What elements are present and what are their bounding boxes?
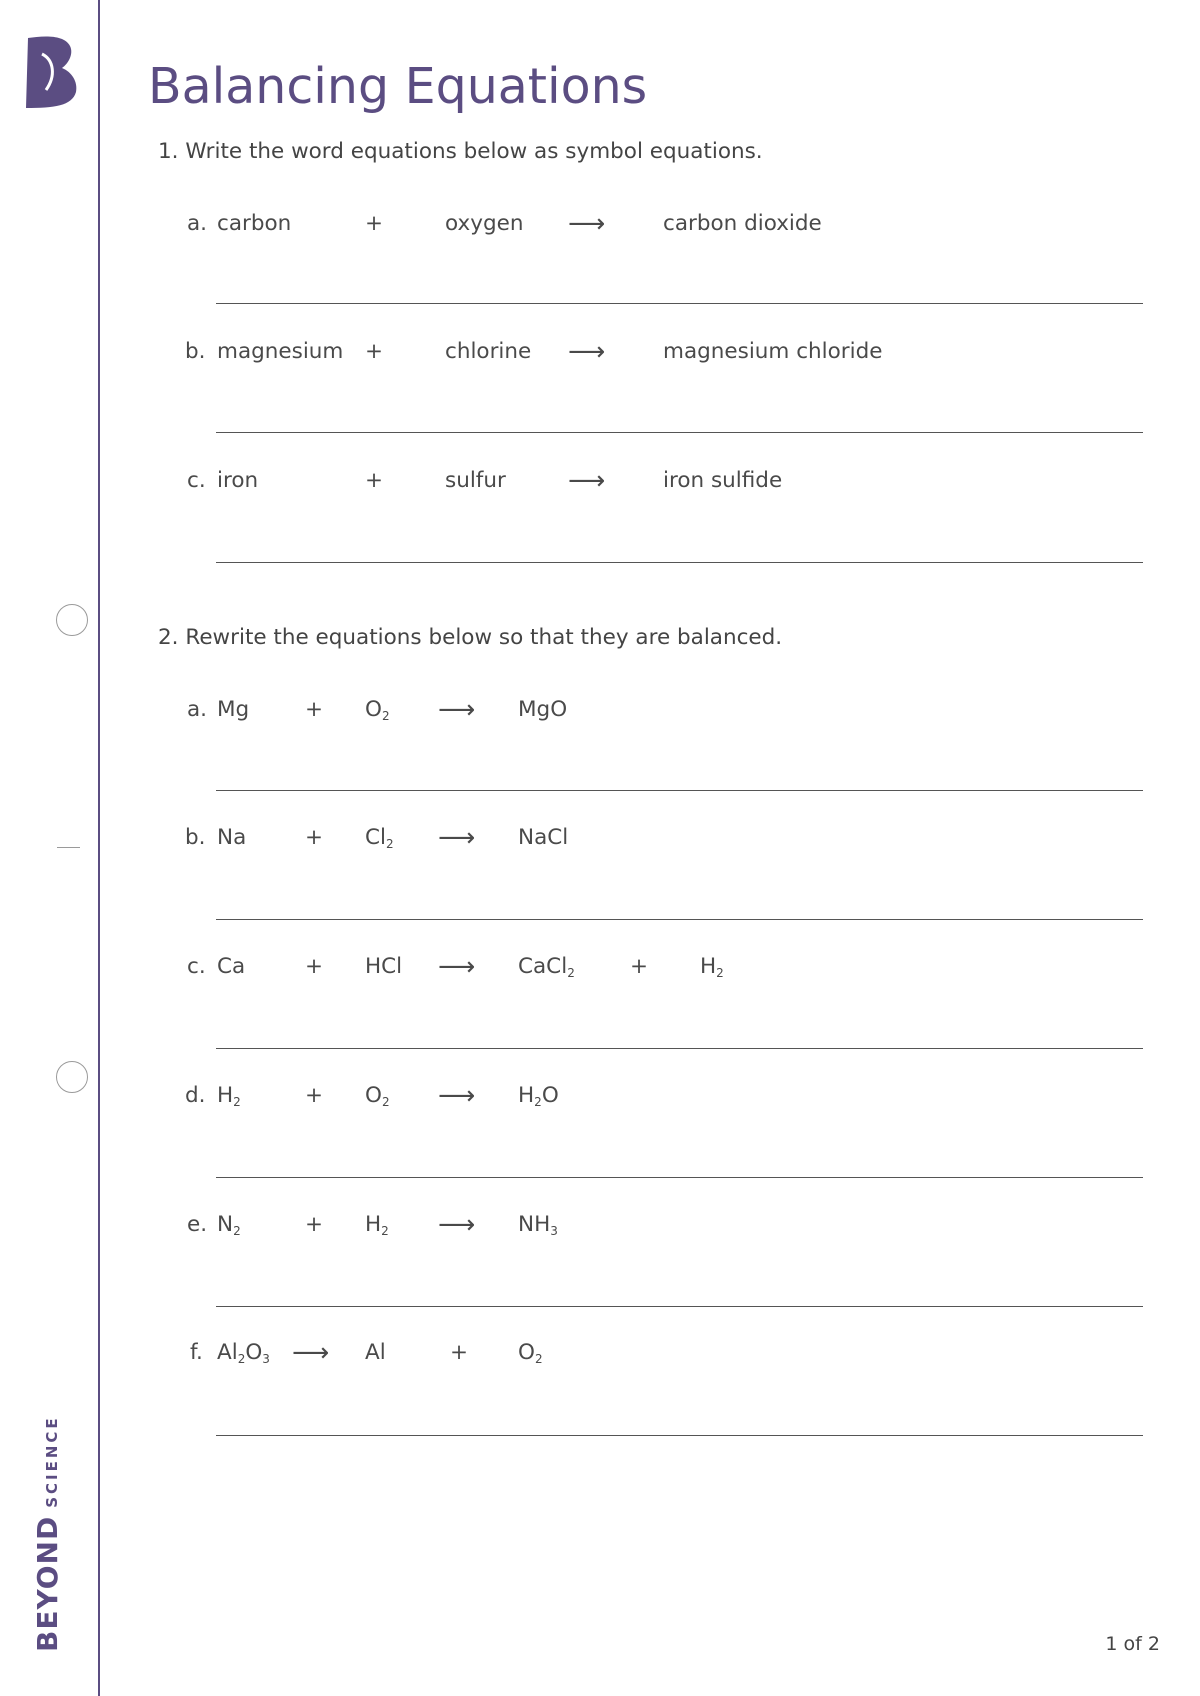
answer-line[interactable]	[216, 303, 1143, 304]
item-letter: a.	[187, 697, 208, 722]
beyond-logo-icon	[24, 34, 80, 110]
reaction-arrow-icon: ⟶	[438, 695, 476, 725]
answer-line[interactable]	[216, 1306, 1143, 1307]
question-2-prompt: 2. Rewrite the equations below so that they are balanced.	[158, 625, 783, 650]
reactant-2: sulfur	[445, 468, 506, 493]
plus-sign: +	[305, 1083, 324, 1108]
item-letter: e.	[187, 1212, 208, 1237]
reaction-arrow-icon: ⟶	[438, 1210, 476, 1240]
product-1: MgO	[518, 697, 568, 722]
answer-line[interactable]	[216, 790, 1143, 791]
product-1: $NH_3$	[518, 1212, 558, 1238]
q1-item-b	[0, 339, 1200, 369]
reactant-2: oxygen	[445, 211, 524, 236]
q2-item-e	[0, 1212, 1200, 1242]
product-1: CaCl$_2$	[518, 954, 575, 980]
page-title: Balancing Equations	[148, 58, 648, 115]
answer-line[interactable]	[216, 432, 1143, 433]
plus-sign: +	[450, 1340, 469, 1365]
reactant-1: iron	[217, 468, 259, 493]
reactant-1: carbon	[217, 211, 292, 236]
item-letter: d.	[185, 1083, 206, 1108]
q2-item-b	[0, 825, 1200, 855]
q2-item-c	[0, 954, 1200, 984]
item-letter: b.	[185, 339, 206, 364]
q1-item-a	[0, 211, 1200, 241]
reaction-arrow-icon: ⟶	[568, 337, 606, 367]
product-1: NaCl	[518, 825, 569, 850]
plus-sign: +	[305, 1212, 324, 1237]
reaction-arrow-icon: ⟶	[438, 1081, 476, 1111]
q1-item-c	[0, 468, 1200, 498]
reaction-arrow-icon: ⟶	[568, 466, 606, 496]
page-number: 1 of 2	[1105, 1633, 1160, 1655]
plus-sign: +	[305, 954, 324, 979]
reactant-1: Na	[217, 825, 247, 850]
reactant-1: $N_2$	[217, 1212, 241, 1238]
answer-line[interactable]	[216, 1177, 1143, 1178]
plus-sign: +	[305, 697, 324, 722]
reactant-2: $O_2$	[365, 697, 390, 723]
reaction-arrow-icon: ⟶	[438, 823, 476, 853]
reactant-2: $H_2$	[365, 1212, 389, 1238]
plus-sign-2: +	[630, 954, 649, 979]
question-1-prompt: 1. Write the word equations below as symbol equations.	[158, 139, 763, 164]
reactant-1: $Al_2O_3$	[217, 1340, 270, 1366]
plus-sign: +	[365, 339, 384, 364]
item-letter: a.	[187, 211, 208, 236]
product-2: $O_2$	[518, 1340, 543, 1366]
reactant-1: magnesium	[217, 339, 344, 364]
punch-hole-top	[56, 604, 88, 636]
q2-item-d	[0, 1083, 1200, 1113]
reactant-1: $H_2$	[217, 1083, 241, 1109]
brand-word-2: SCIENCE	[43, 1415, 61, 1508]
q2-item-a	[0, 697, 1200, 727]
product-1: carbon dioxide	[663, 211, 822, 236]
plus-sign: +	[305, 825, 324, 850]
reaction-arrow-icon: ⟶	[568, 209, 606, 239]
reaction-arrow-icon: ⟶	[292, 1338, 330, 1368]
reactant-2: HCl	[365, 954, 403, 979]
reactant-1: Mg	[217, 697, 250, 722]
brand-word-1: BEYOND	[31, 1515, 64, 1652]
brand-wordmark	[31, 1415, 64, 1652]
reaction-arrow-icon: ⟶	[438, 952, 476, 982]
item-letter: b.	[185, 825, 206, 850]
item-letter: f.	[190, 1340, 203, 1365]
product-1: magnesium chloride	[663, 339, 883, 364]
reactant-1: Ca	[217, 954, 246, 979]
product-1: Al	[365, 1340, 386, 1365]
product-1: iron sulfide	[663, 468, 783, 493]
product-1: $H_2O$	[518, 1083, 559, 1109]
answer-line[interactable]	[216, 919, 1143, 920]
plus-sign: +	[365, 211, 384, 236]
item-letter: c.	[187, 954, 206, 979]
plus-sign: +	[365, 468, 384, 493]
q2-item-f	[0, 1340, 1200, 1370]
answer-line[interactable]	[216, 1435, 1143, 1436]
reactant-2: chlorine	[445, 339, 532, 364]
product-2: $H_2$	[700, 954, 724, 980]
reactant-2: $Cl_2$	[365, 825, 394, 851]
answer-line[interactable]	[216, 562, 1143, 563]
item-letter: c.	[187, 468, 206, 493]
answer-line[interactable]	[216, 1048, 1143, 1049]
reactant-2: $O_2$	[365, 1083, 390, 1109]
